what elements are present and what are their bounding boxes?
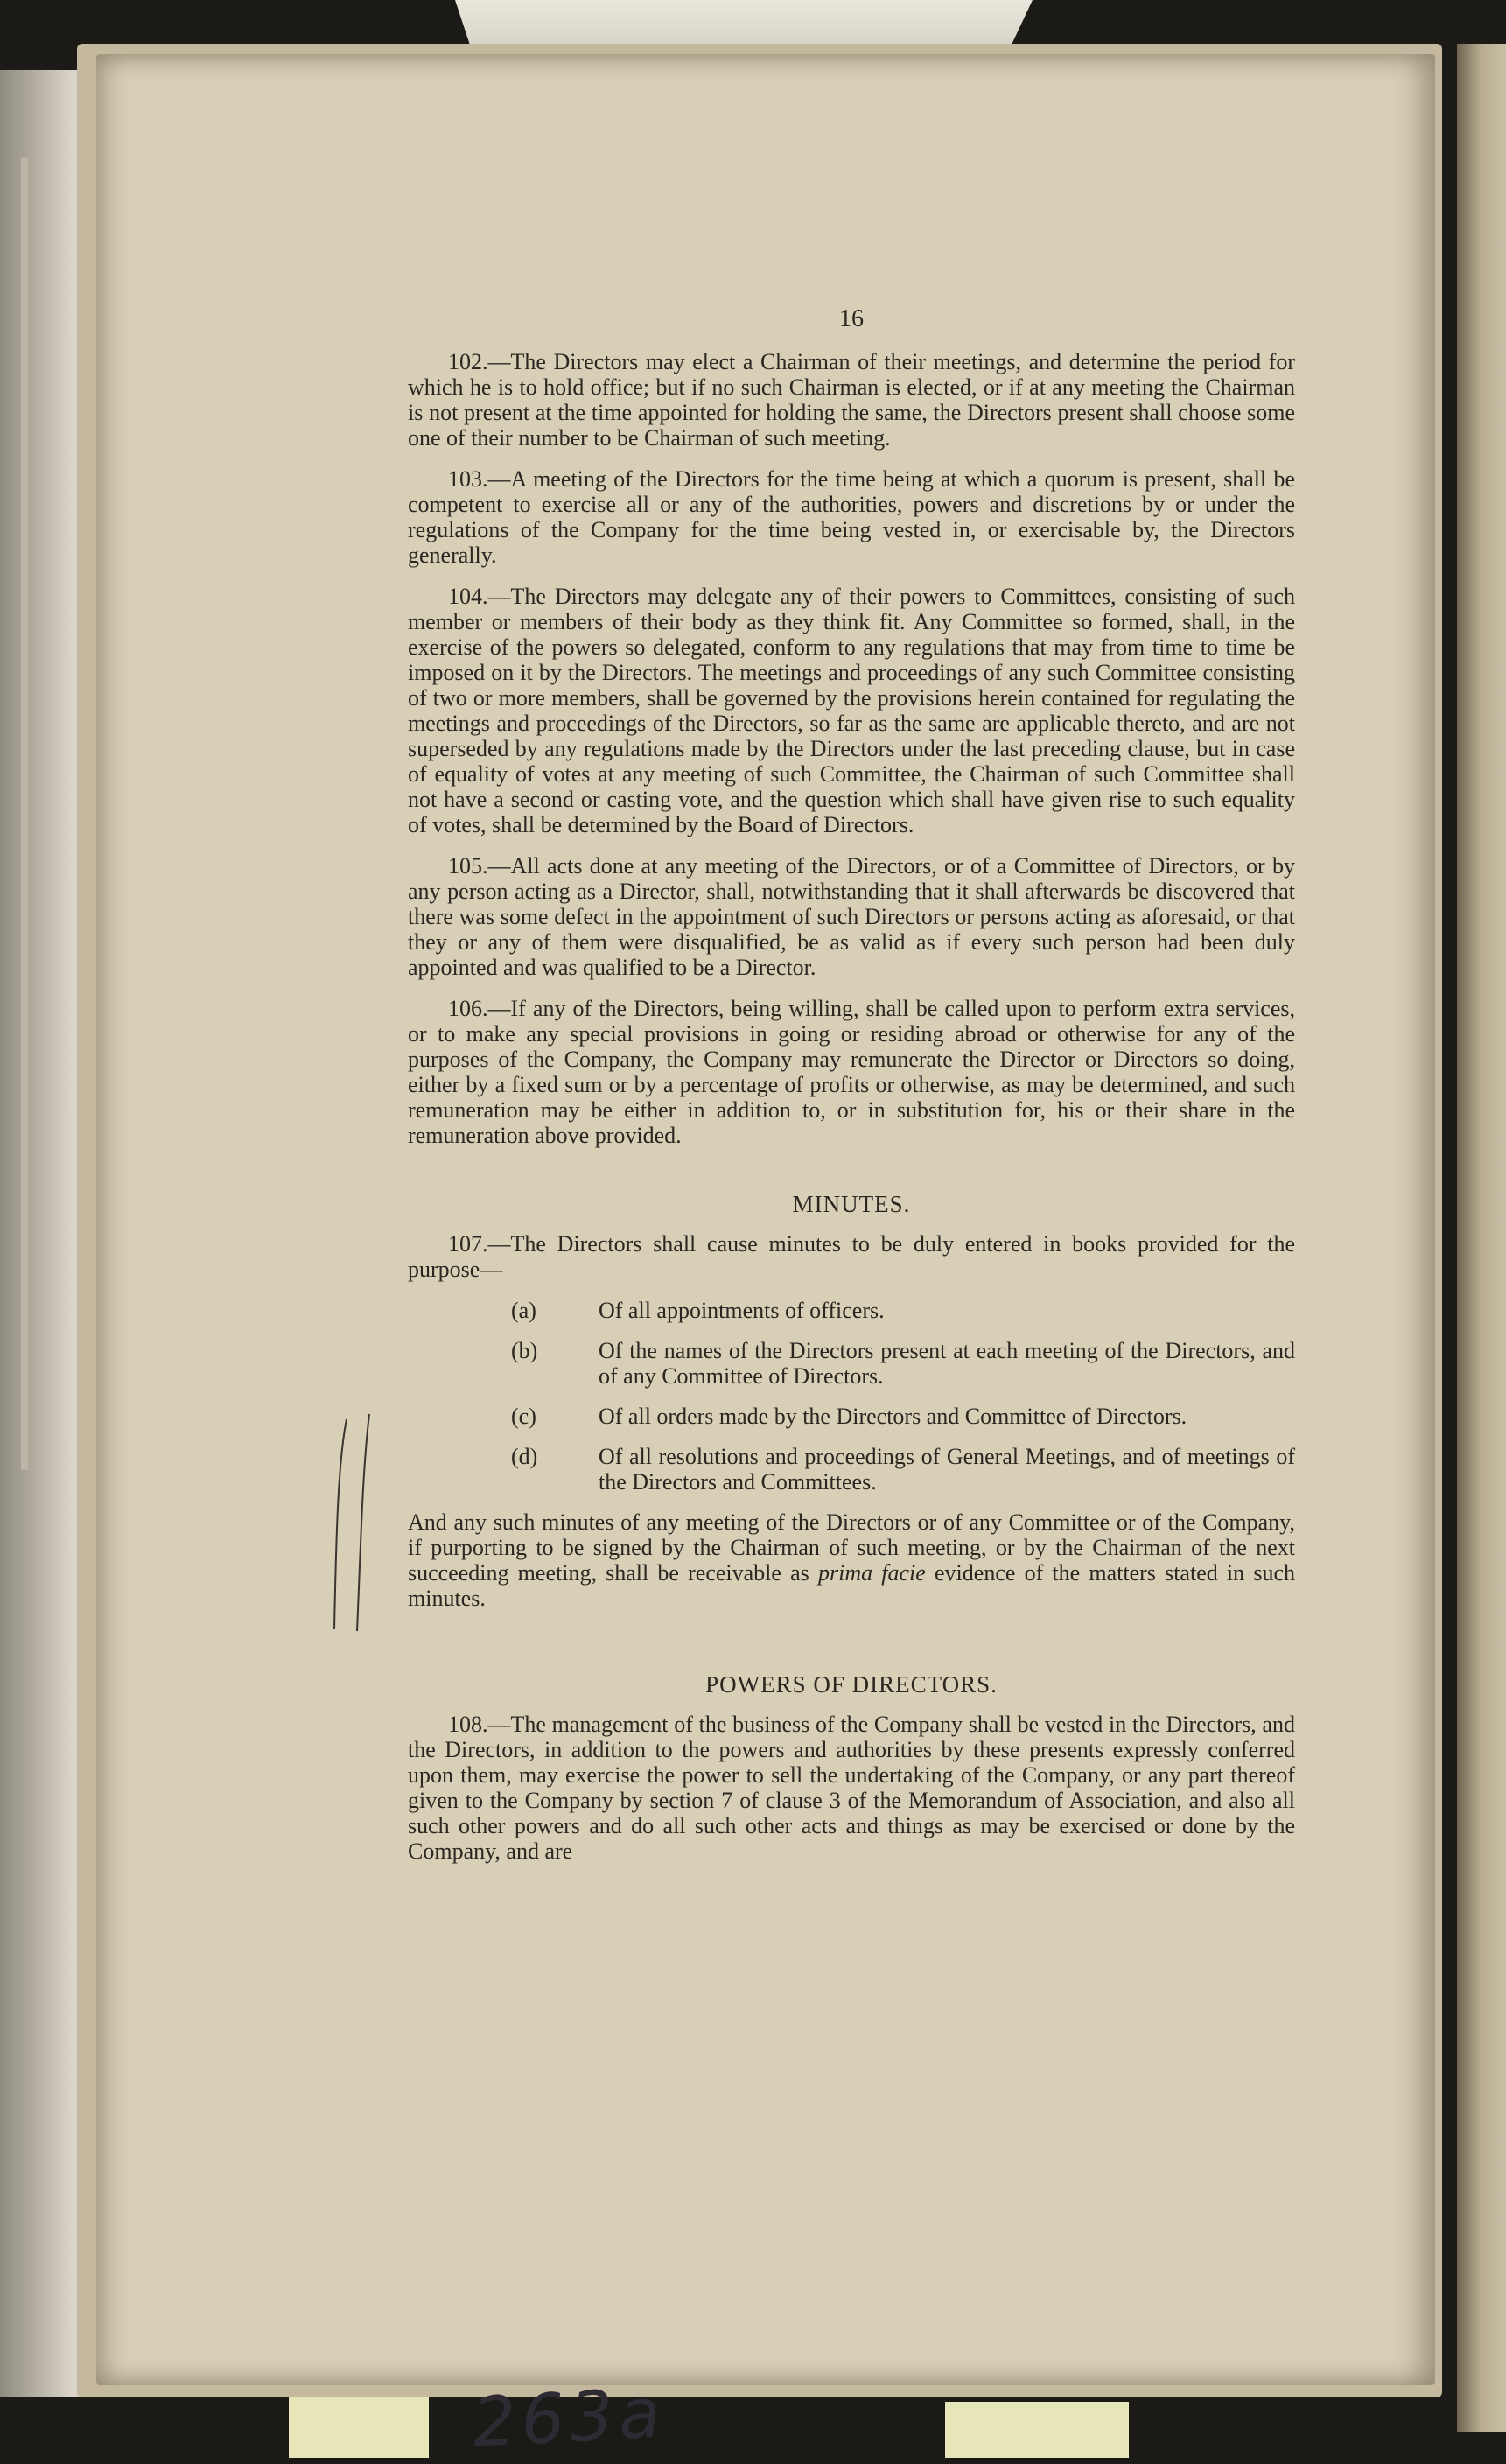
document-body bbox=[408, 289, 1295, 1880]
minutes-item-a bbox=[408, 1298, 1295, 1323]
minutes-item-d bbox=[408, 1444, 1295, 1494]
list-text: Of all orders made by the Directors and Committee of Directors. bbox=[599, 1404, 1187, 1429]
list-text: Of all resolutions and proceedings of General Meetings, and of meetings of the Directors and Committees. bbox=[599, 1444, 1295, 1494]
page-number: 16 bbox=[839, 305, 864, 332]
list-label: (d) bbox=[511, 1444, 538, 1469]
minutes-item-c bbox=[408, 1404, 1295, 1429]
paper-tab-right bbox=[945, 2402, 1129, 2458]
list-label: (b) bbox=[511, 1338, 538, 1363]
paper-tab-left bbox=[289, 2398, 429, 2458]
powers-heading: POWERS OF DIRECTORS. bbox=[705, 1671, 998, 1698]
list-label: (a) bbox=[511, 1298, 536, 1323]
underlying-sheet-stripe bbox=[21, 158, 28, 1470]
minutes-closing-text: And any such minutes of any meeting of the Directors or of any Committee or of the Company, if purporting to be signed by the Chairman of such meeting, or by the Chairman of the next succeeding meeting, shall be receivable as bbox=[408, 1509, 1295, 1586]
minutes-closing-text-end: evidence of the matters stated in such minutes. bbox=[408, 1560, 1295, 1611]
facing-page-edge bbox=[1457, 44, 1506, 2432]
paragraph-104: 104.—The Directors may delegate any of their powers to Committees, consisting of such member or members of their body as they think fit. Any Committee so formed, shall, in the exercise of the powers so delegated, conform to any regulations that may from time to time be imposed on it by the Directors. The meetings and proceedings of any such Committee consisting of two or more members, shall be governed by the provisions herein contained for regulating the meetings and proceedings of the Directors, so far as the same are applicable thereto, and are not superseded by any regulations made by the Directors under the last preceding clause, but in case of equality of votes at any meeting of such Committee, the Chairman of such Committee shall not have a second or casting vote, and the question which shall have given rise to such equality of votes, shall be determined by the Board of Directors. bbox=[408, 584, 1295, 837]
paragraph-106: 106.—If any of the Directors, being willing, shall be called upon to perform extra services, or to make any special provisions in going or residing abroad or otherwise for any of the purposes of the Company, the Company may remunerate the Director or Directors so doing, either by a fixed sum or by a percentage of profits or otherwise, as may be determined, and such remuneration may be either in addition to, or in substitution for, his or their share in the remuneration above provided. bbox=[408, 996, 1295, 1148]
handwritten-note: 263a bbox=[470, 2374, 668, 2463]
list-text: Of the names of the Directors present at each meeting of the Directors, and of any Committee of Directors. bbox=[599, 1338, 1295, 1389]
minutes-item-b bbox=[408, 1338, 1295, 1389]
margin-pencil-mark bbox=[331, 1410, 380, 1638]
minutes-closing bbox=[408, 1509, 1295, 1611]
minutes-heading: MINUTES. bbox=[792, 1191, 911, 1217]
paragraph-103: 103.—A meeting of the Directors for the time being at which a quorum is present, shall be competent to exercise all or any of the authorities, powers and discretions by or under the regulations of the Company for the time being vested in, or exercisable by, the Directors generally. bbox=[408, 466, 1295, 568]
paragraph-102: 102.—The Directors may elect a Chairman of their meetings, and determine the period for which he is to hold office; but if no such Chairman is elected, or if at any meeting the Chairman is not present at the time appointed for holding the same, the Directors present shall choose some one of their number to be Chairman of such meeting. bbox=[408, 349, 1295, 451]
paragraph-107: 107.—The Directors shall cause minutes to be duly entered in books provided for the purpose— bbox=[408, 1231, 1295, 1282]
prima-facie-italic: prima facie bbox=[817, 1560, 926, 1586]
paragraph-105: 105.—All acts done at any meeting of the Directors, or of a Committee of Directors, or by any person acting as a Director, shall, notwithstanding that it shall afterwards be discovered that there was some defect in the appointment of such Directors or persons acting as aforesaid, or that they or any of them were disqualified, be as valid as if every such person had been duly appointed and was qualified to be a Director. bbox=[408, 853, 1295, 980]
list-text: Of all appointments of officers. bbox=[599, 1298, 885, 1323]
paragraph-108: 108.—The management of the business of the Company shall be vested in the Directors, and the Directors, in addition to the powers and authorities by these presents expressly conferred upon them, may exercise the power to sell the undertaking of the Company, or any part thereof given to the Company by section 7 of clause 3 of the Memorandum of Association, and also all such other powers and do all such other acts and things as may be exercised or done by the Company, and are bbox=[408, 1712, 1295, 1864]
list-label: (c) bbox=[511, 1404, 536, 1429]
